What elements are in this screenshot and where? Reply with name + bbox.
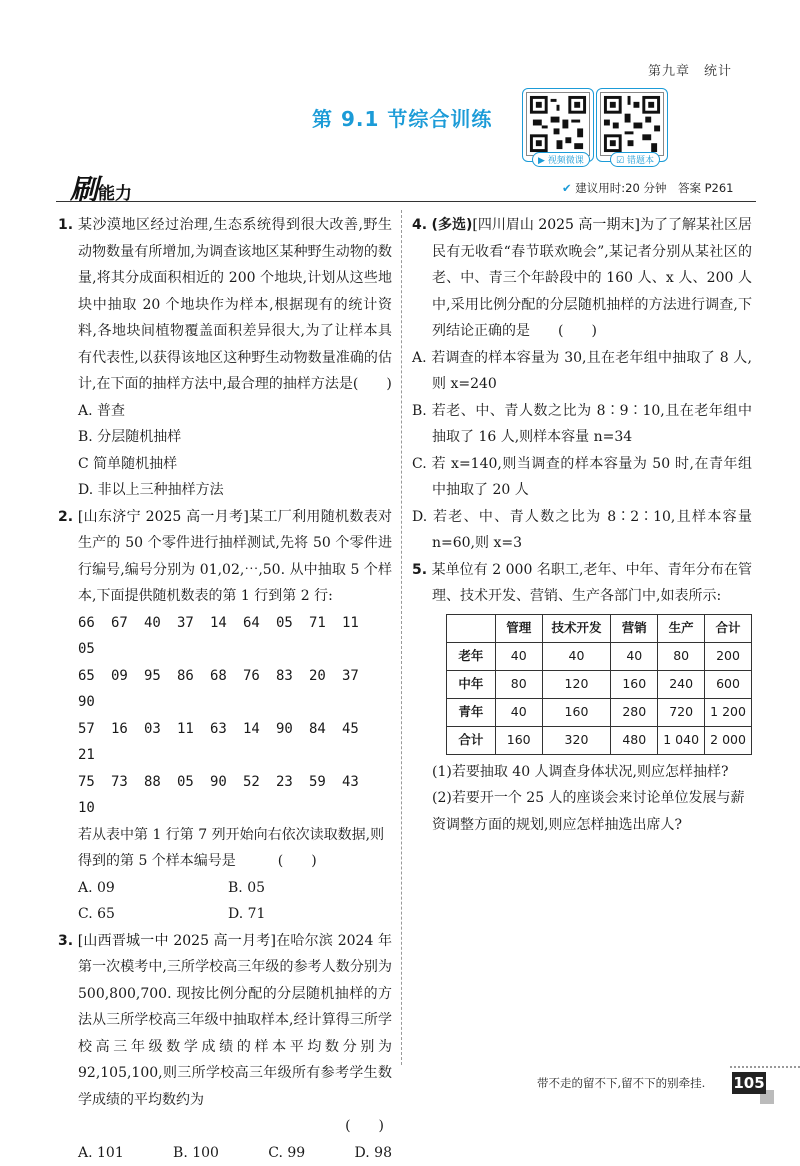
- brand-big: 刷: [70, 173, 98, 206]
- table-cell: 200: [705, 642, 752, 670]
- question-3: [58, 928, 392, 1114]
- table-header-row: [447, 614, 752, 642]
- qr-code-video[interactable]: [526, 92, 590, 156]
- footer-motto: 带不走的留不下,留不下的别牵挂.: [537, 1075, 705, 1091]
- table-header: 合计: [705, 614, 752, 642]
- table-cell: 240: [658, 670, 705, 698]
- option[interactable]: A. 若调查的样本容量为 30,且在老年组中抽取了 8 人,则 x=240: [412, 345, 752, 398]
- table-cell: 2 000: [705, 726, 752, 754]
- table-cell: 120: [542, 670, 611, 698]
- table-row: [447, 698, 752, 726]
- question-source: [山西晋城一中 2025 高一月考]: [78, 933, 276, 949]
- section-title: 第 9.1 节综合训练: [312, 103, 492, 132]
- table-cell: 160: [611, 670, 658, 698]
- qr-label-errors-text: 错题本: [627, 156, 654, 166]
- table-cell: 320: [542, 726, 611, 754]
- table-cell: 480: [611, 726, 658, 754]
- random-row: 65 09 95 86 68 76 83 20 3790: [58, 663, 392, 716]
- qr-label-errors: [610, 152, 660, 167]
- question-number: 5.: [412, 562, 427, 578]
- sub-question-2: (2)若要开一个 25 人的座谈会来讨论单位发展与薪资调整方面的规划,则应怎样抽选出席人?: [412, 785, 752, 838]
- multi-select-tag: (多选): [432, 217, 473, 233]
- table-cell: 40: [495, 642, 542, 670]
- table-header: 营销: [611, 614, 658, 642]
- question-text: 某单位有 2 000 名职工,老年、中年、青年分布在管理、技术开发、营销、生产各部门中,如表所示:: [432, 562, 752, 605]
- random-number-table: [58, 610, 392, 822]
- right-column: [412, 212, 752, 838]
- option[interactable]: B. 05: [228, 875, 378, 902]
- chapter-header: 第九章 统计: [648, 60, 732, 79]
- option[interactable]: D. 71: [228, 901, 378, 928]
- table-cell: 160: [542, 698, 611, 726]
- table-cell: 280: [611, 698, 658, 726]
- table-cell: 80: [658, 642, 705, 670]
- option[interactable]: C. 65: [78, 901, 228, 928]
- brand-title: [70, 168, 132, 208]
- table-cell: 600: [705, 670, 752, 698]
- option[interactable]: A. 09: [78, 875, 228, 902]
- option[interactable]: A. 101: [78, 1140, 124, 1166]
- question-number: 2.: [58, 509, 73, 525]
- option[interactable]: D. 非以上三种抽样方法: [58, 477, 392, 504]
- answer-paren: ( ): [58, 1113, 392, 1140]
- qr-label-video: [532, 152, 590, 167]
- question-source: [四川眉山 2025 高一期末]: [472, 217, 640, 233]
- left-column: [58, 212, 392, 1166]
- table-row: [447, 642, 752, 670]
- option-row: [58, 1140, 392, 1166]
- question-2-continued: 若从表中第 1 行第 7 列开始向右依次读取数据,则得到的第 5 个样本编号是 ( ): [58, 822, 392, 875]
- row-header: 老年: [447, 642, 496, 670]
- table-cell: 40: [542, 642, 611, 670]
- time-info-text: 建议用时:20 分钟 答案 P261: [575, 181, 733, 195]
- row-header: 中年: [447, 670, 496, 698]
- table-header: [447, 614, 496, 642]
- play-icon: ▶: [538, 156, 545, 166]
- table-cell: 720: [658, 698, 705, 726]
- table-cell: 40: [495, 698, 542, 726]
- question-5: [412, 557, 752, 610]
- question-text: 某沙漠地区经过治理,生态系统得到很大改善,野生动物数量有所增加,为调查该地区某种野生动物的数量,将其分成面积相近的 200 个地块,计划从这些地块中抽取 20 个地块作为样本,根据现有的统计资料,各地块间植物覆盖面积差异很大,为了让样本具有代表性,以获得该地区这种野生动物数量准确的估计,在下面的抽样方法中,最合理的抽样方法是( ): [78, 217, 392, 392]
- table-cell: 160: [495, 726, 542, 754]
- staff-table: [446, 614, 752, 755]
- question-text: 某工厂利用随机数表对生产的 50 个零件进行抽样测试,先将 50 个零件进行编号,编号分别为 01,02,⋯,50. 从中抽取 5 个样本,下面提供随机数表的第 1 行到第 2 行:: [78, 509, 392, 605]
- table-row: [447, 726, 752, 754]
- table-cell: 1 040: [658, 726, 705, 754]
- option[interactable]: A. 普查: [58, 398, 392, 425]
- row-header: 青年: [447, 698, 496, 726]
- question-number: 1.: [58, 217, 73, 233]
- brand-small: 能力: [98, 184, 132, 204]
- option[interactable]: B. 若老、中、青人数之比为 8∶9∶10,且在老年组中抽取了 16 人,则样本容量 n=34: [412, 398, 752, 451]
- question-source: [山东济宁 2025 高一月考]: [78, 509, 249, 525]
- option[interactable]: C. 99: [268, 1140, 305, 1166]
- option-row: [58, 901, 392, 928]
- option[interactable]: D. 98: [355, 1140, 392, 1166]
- random-row: 57 16 03 11 63 14 90 84 4521: [58, 716, 392, 769]
- qr-label-video-text: 视频微课: [548, 156, 584, 166]
- option[interactable]: C. 若 x=140,则当调查的样本容量为 50 时,在青年组中抽取了 20 人: [412, 451, 752, 504]
- option[interactable]: C 简单随机抽样: [58, 451, 392, 478]
- table-cell: 1 200: [705, 698, 752, 726]
- option[interactable]: D. 若老、中、青人数之比为 8∶2∶10,且样本容量 n=60,则 x=3: [412, 504, 752, 557]
- sub-question-1: (1)若要抽取 40 人调查身体状况,则应怎样抽样?: [412, 759, 752, 786]
- question-number: 3.: [58, 933, 73, 949]
- time-info: [562, 180, 734, 196]
- top-rule: [56, 201, 756, 202]
- random-row: 75 73 88 05 90 52 23 59 4310: [58, 769, 392, 822]
- question-number: 4.: [412, 217, 427, 233]
- table-cell: 80: [495, 670, 542, 698]
- question-text: 在哈尔滨 2024 年第一次模考中,三所学校高三年级的参考人数分别为 500,800,700. 现按比例分配的分层随机抽样的方法从三所学校高三年级中抽取样本,经计算得三所学校高三年级数学成绩的样本平均数分别为 92,105,100,则三所学校高三年级所有参考学生数学成绩的平均数约为: [78, 933, 392, 1108]
- table-header: 生产: [658, 614, 705, 642]
- page-number: 105: [732, 1072, 766, 1094]
- table-header: 管理: [495, 614, 542, 642]
- question-4: [412, 212, 752, 345]
- option-row: [58, 875, 392, 902]
- question-2: [58, 504, 392, 610]
- table-row: [447, 670, 752, 698]
- check-icon: ✔: [562, 181, 572, 195]
- row-header: 合计: [447, 726, 496, 754]
- option[interactable]: B. 100: [173, 1140, 219, 1166]
- random-row: 66 67 40 37 14 64 05 71 1105: [58, 610, 392, 663]
- qr-code-errors[interactable]: [600, 92, 664, 156]
- check-box-icon: ☑: [616, 156, 624, 166]
- question-text: 为了了解某社区居民有无收看“春节联欢晚会”,某记者分别从某社区的老、中、青三个年龄段中的 160 人、x 人、200 人中,采用比例分配的分层随机抽样的方法进行调查,下列结论正确的是 ( ): [432, 217, 752, 339]
- table-cell: 40: [611, 642, 658, 670]
- column-divider: [401, 210, 402, 1065]
- question-1: [58, 212, 392, 398]
- option[interactable]: B. 分层随机抽样: [58, 424, 392, 451]
- table-header: 技术开发: [542, 614, 611, 642]
- footer-dots: [730, 1066, 800, 1068]
